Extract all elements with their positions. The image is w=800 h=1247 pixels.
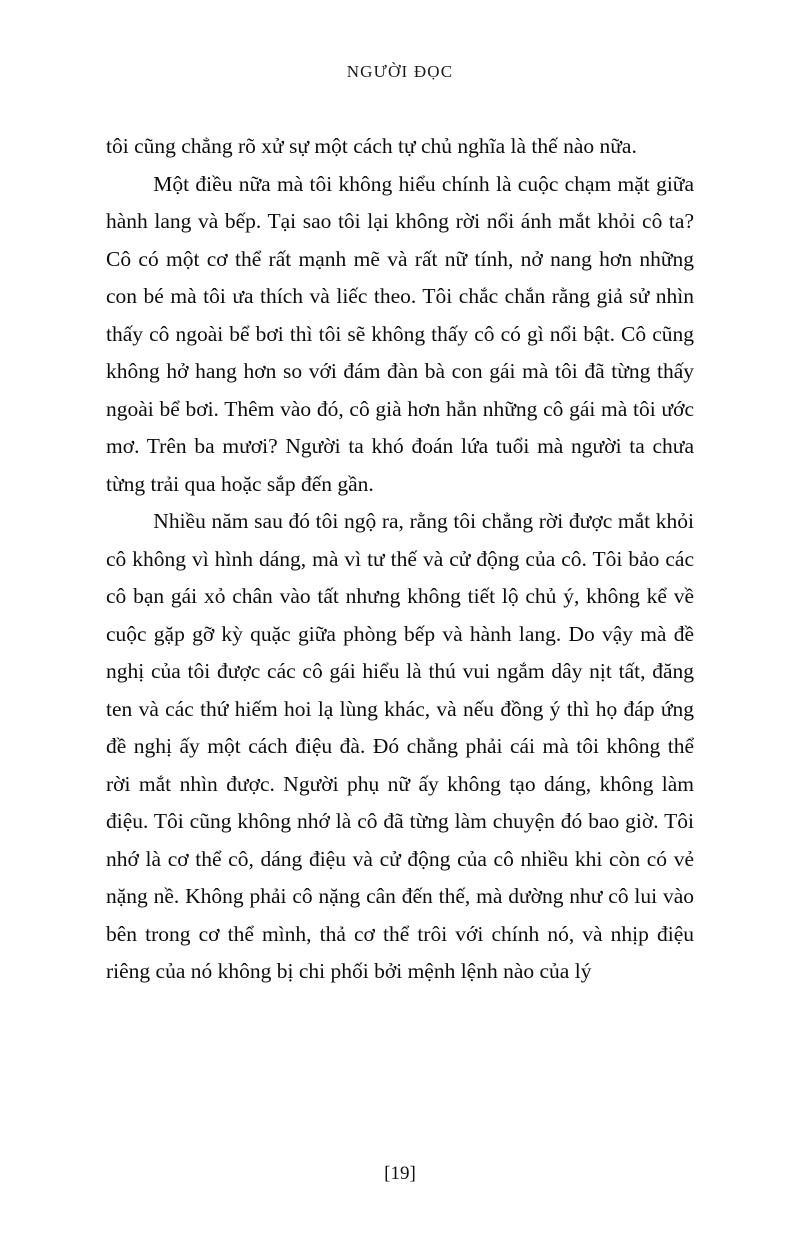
paragraph: tôi cũng chẳng rõ xử sự một cách tự chủ nghĩa là thế nào nữa. (106, 134, 637, 158)
paragraph: Nhiều năm sau đó tôi ngộ ra, rằng tôi chẳng rời được mắt khỏi cô không vì hình dáng, mà vì tư thế và cử động của cô. Tôi bảo các cô bạn gái xỏ chân vào tất nhưng không tiết lộ chủ ý, không kể về cuộc gặp gỡ kỳ quặc giữa phòng bếp và hành lang. Do vậy mà đề nghị của tôi được các cô gái hiểu là thú vui ngắm dây nịt tất, đăng ten và các thứ hiếm hoi lạ lùng khác, và nếu đồng ý thì họ đáp ứng đề nghị ấy một cách điệu đà. Đó chẳng phải cái mà tôi không thể rời mắt nhìn được. Người phụ nữ ấy không tạo dáng, không làm điệu. Tôi cũng không nhớ là cô đã từng làm chuyện đó bao giờ. Tôi nhớ là cơ thể cô, dáng điệu và cử động của cô nhiều khi còn có vẻ nặng nề. Không phải cô nặng cân đến thế, mà dường như cô lui vào bên trong cơ thể mình, thả cơ thể trôi với chính nó, và nhịp điệu riêng của nó không bị chi phối bởi mệnh lệnh nào của lý (106, 509, 694, 983)
paragraph: Một điều nữa mà tôi không hiểu chính là cuộc chạm mặt giữa hành lang và bếp. Tại sao tôi lại không rời nổi ánh mắt khỏi cô ta? Cô có một cơ thể rất mạnh mẽ và rất nữ tính, nở nang hơn những con bé mà tôi ưa thích và liếc theo. Tôi chắc chắn rằng giả sử nhìn thấy cô ngoài bể bơi thì tôi sẽ không thấy cô có gì nổi bật. Cô cũng không hở hang hơn so với đám đàn bà con gái mà tôi đã từng thấy ngoài bể bơi. Thêm vào đó, cô già hơn hẳn những cô gái mà tôi ước mơ. Trên ba mươi? Người ta khó đoán lứa tuổi mà người ta chưa từng trải qua hoặc sắp đến gần. (106, 171, 694, 496)
page-number: [19] (384, 1163, 416, 1184)
running-head: NGƯỜI ĐỌC (346, 62, 454, 81)
book-page (0, 62, 800, 1247)
body-text (106, 128, 694, 991)
